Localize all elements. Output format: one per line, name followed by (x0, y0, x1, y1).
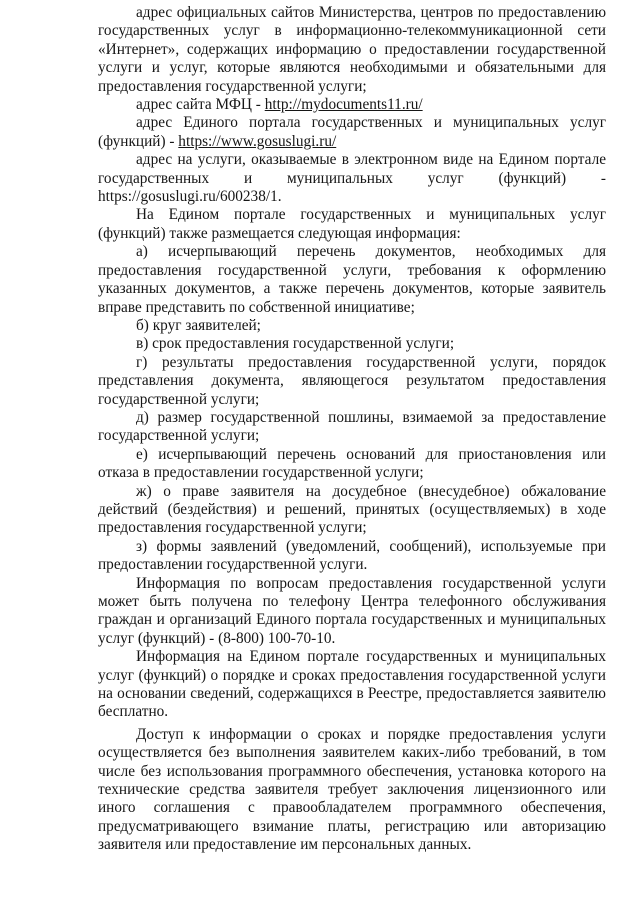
paragraph-gosuslugi-portal (98, 114, 606, 151)
document-body (98, 4, 606, 855)
paragraph-mfc-site (98, 96, 606, 114)
list-item-e: е) исчерпывающий перечень оснований для приостановления или отказа в предоставлении государственной услуги; (98, 445, 606, 482)
paragraph-free-info: Информация на Едином портале государственных и муниципальных услуг (функций) о порядке и сроках предоставления государственной услуги на основании сведений, содержащихся в Реестре, предоставляется заявителю бесплатно. (98, 648, 606, 721)
list-item-b: б) круг заявителей; (136, 316, 261, 334)
mfc-site-link[interactable]: http://mydocuments11.ru/ (264, 96, 423, 114)
paragraph-official-sites: адрес официальных сайтов Министерства, центров по предоставлению государственных услуг в информационно-телекоммуникационной сети «Интернет», содержащих информацию о предоставлении государственной услуги и услуг, которые являются необходимыми и обязательными для предоставления государственной услуги; (98, 4, 606, 95)
paragraph-access-info: Доступ к информации о сроках и порядке предоставления услуги осуществляется без выполнения заявителем каких-либо требований, в том числе без использования программного обеспечения, установка которого на технические средства заявителя требует заключения лицензионного или иного соглашения с правообладателем программного обеспечения, предусматривающего взимание платы, регистрацию или авторизацию заявителя или предоставление им персональных данных. (98, 725, 606, 854)
paragraph-service-address: адрес на услуги, оказываемые в электронном виде на Едином портале государственных и муниципальных услуг (функций) - https://gosuslugi.ru/600238/1. (98, 151, 606, 206)
list-item-g: г) результаты предоставления государственной услуги, порядок представления документа, являющегося результатом предоставления государственной услуги; (98, 353, 606, 408)
paragraph-portal-info-intro: На Едином портале государственных и муниципальных услуг (функций) также размещается следующая информация: (98, 206, 606, 242)
list-item-v: в) срок предоставления государственной услуги; (136, 335, 455, 353)
list-item-z: з) формы заявлений (уведомлений, сообщений), используемые при предоставлении государственной услуги. (98, 537, 606, 574)
mfc-site-label: адрес сайта МФЦ - (136, 96, 265, 114)
paragraph-phone-info: Информация по вопросам предоставления государственной услуги может быть получена по телефону Центра телефонного обслуживания граждан и организаций Единого портала государственных и муниципальных услуг (функций) - (8-800) 100-70-10. (98, 574, 606, 647)
list-item-zh: ж) о праве заявителя на досудебное (внесудебное) обжалование действий (бездействия) и решений, принятых (осуществляемых) в ходе предоставления государственной услуги; (98, 482, 606, 537)
gosuslugi-portal-label: адрес Единого портала государственных и муниципальных услуг (функций) - (98, 114, 606, 150)
gosuslugi-portal-link[interactable]: https://www.gosuslugi.ru/ (178, 132, 337, 150)
list-item-d: д) размер государственной пошлины, взимаемой за предоставление государственной услуги; (98, 408, 606, 445)
list-item-a: а) исчерпывающий перечень документов, необходимых для предоставления государственной услуги, требования к оформлению указанных документов, а также перечень документов, которые заявитель вправе представить по собственной инициативе; (98, 243, 606, 316)
